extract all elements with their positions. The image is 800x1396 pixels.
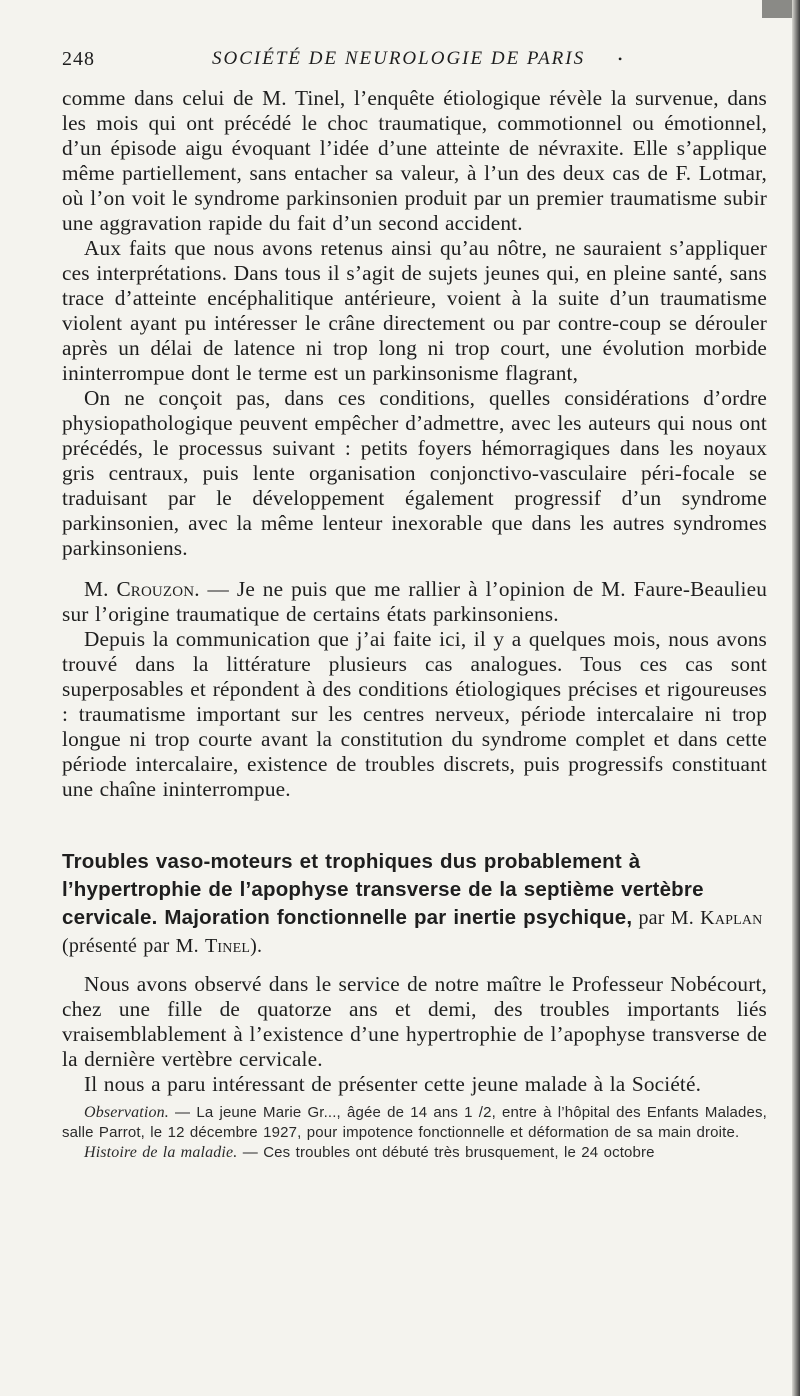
observation-label: Observation. xyxy=(84,1104,169,1121)
header-dot: • xyxy=(618,52,623,66)
section-title-text: Troubles vaso-moteurs et trophiques dus probablement à l’hypertrophie de l’apophyse transverse de la septième vertèbre cervicale. Majoration fonctionnelle par inertie psychique, xyxy=(62,850,704,929)
presenter-name: Tinel xyxy=(205,935,251,957)
observation-paragraph xyxy=(62,1103,767,1143)
paragraph-crouzon-text: — Je ne puis que me rallier à l’opinion de M. Faure-Beaulieu sur l’origine traumatique de certains états parkinsoniens. xyxy=(62,577,767,626)
paragraph-6: Nous avons observé dans le service de notre maître le Professeur Nobécourt, chez une fille de quatorze ans et demi, des troubles importants liés vraisemblablement à l’existence d’une hypertrophie de l’apophyse transverse de la dernière vertèbre cervicale. xyxy=(62,972,767,1071)
paragraph-3: On ne conçoit pas, dans ces conditions, quelles considérations d’ordre physiopathologique peuvent empêcher d’admettre, avec les auteurs qui nous ont précédés, le processus suivant : petits foyers hémorragiques dans les noyaux gris centraux, puis lente organisation conjonctivo-vasculaire péri-focale se traduisant par le développement également progressif d’un syndrome parkinsonien, avec la même lenteur inexorable que dans les autres syndromes parkinsoniens. xyxy=(62,386,767,560)
observation-text: — La jeune Marie Gr..., âgée de 14 ans 1 /2, entre à l’hôpital des Enfants Malades, salle Parrot, le 12 décembre 1927, pour impotence fonctionnelle et déformation de sa main droite. xyxy=(62,1104,767,1141)
page-body xyxy=(62,86,767,1163)
history-text: — Ces troubles ont débuté très brusquement, le 24 octobre xyxy=(237,1144,655,1161)
running-head: SOCIÉTÉ DE NEUROLOGIE DE PARIS xyxy=(212,48,586,69)
scan-edge-shadow xyxy=(762,0,792,18)
author-name: Kaplan xyxy=(700,907,763,929)
paragraph-1: comme dans celui de M. Tinel, l’enquête étiologique révèle la survenue, dans les mois qui ont précédé le choc traumatique, commotionnel ou émotionnel, d’un épisode aigu évoquant l’idée d’une atteinte de névraxite. Elle s’applique même partiellement, sans entacher sa valeur, à l’un des deux cas de F. Lotmar, où l’on voit le syndrome parkinsonien produit par un premier traumatisme subir une aggravation rapide du fait d’un second accident. xyxy=(62,86,767,235)
page-header xyxy=(62,48,748,78)
page-number: 248 xyxy=(62,48,95,70)
scan-page-edge xyxy=(792,0,800,1396)
paragraph-5: Depuis la communication que j’ai faite ici, il y a quelques mois, nous avons trouvé dans la littérature plusieurs cas analogues. Tous ces cas sont superposables et répondent à des conditions étiologiques précises et rigoureuses : traumatisme important sur les centres nerveux, période intercalaire ni trop longue ni trop courte avant la constitution du syndrome complet et dans cette période intercalaire, existence de troubles discrets, puis progressifs constituant une chaîne ininterrompue. xyxy=(62,627,767,801)
paragraph-7: Il nous a paru intéressant de présenter cette jeune malade à la Société. xyxy=(84,1072,702,1096)
speaker-name: M. Crouzon. xyxy=(84,577,200,601)
section-title: Troubles vaso-moteurs et trophiques dus probablement à l’hypertrophie de l’apophyse transverse de la septième vertèbre cervicale. Majoration fonctionnelle par inertie psychique, par M. Kaplan (présenté par M. Tinel). xyxy=(62,850,763,957)
paragraph-crouzon xyxy=(62,577,767,627)
history-label: Histoire de la maladie. xyxy=(84,1144,238,1161)
history-paragraph xyxy=(62,1143,767,1163)
paragraph-2: Aux faits que nous avons retenus ainsi qu’au nôtre, ne sauraient s’appliquer ces interprétations. Dans tous il s’agit de sujets jeunes qui, en pleine santé, sans trace d’atteinte encéphalitique antérieure, voient à la suite d’un traumatisme violent ayant pu intéresser le crâne directement ou par contre-coup se dérouler après un délai de latence ni trop long ni trop court, une évolution morbide ininterrompue dont le terme est un parkinsonisme flagrant, xyxy=(62,236,767,385)
